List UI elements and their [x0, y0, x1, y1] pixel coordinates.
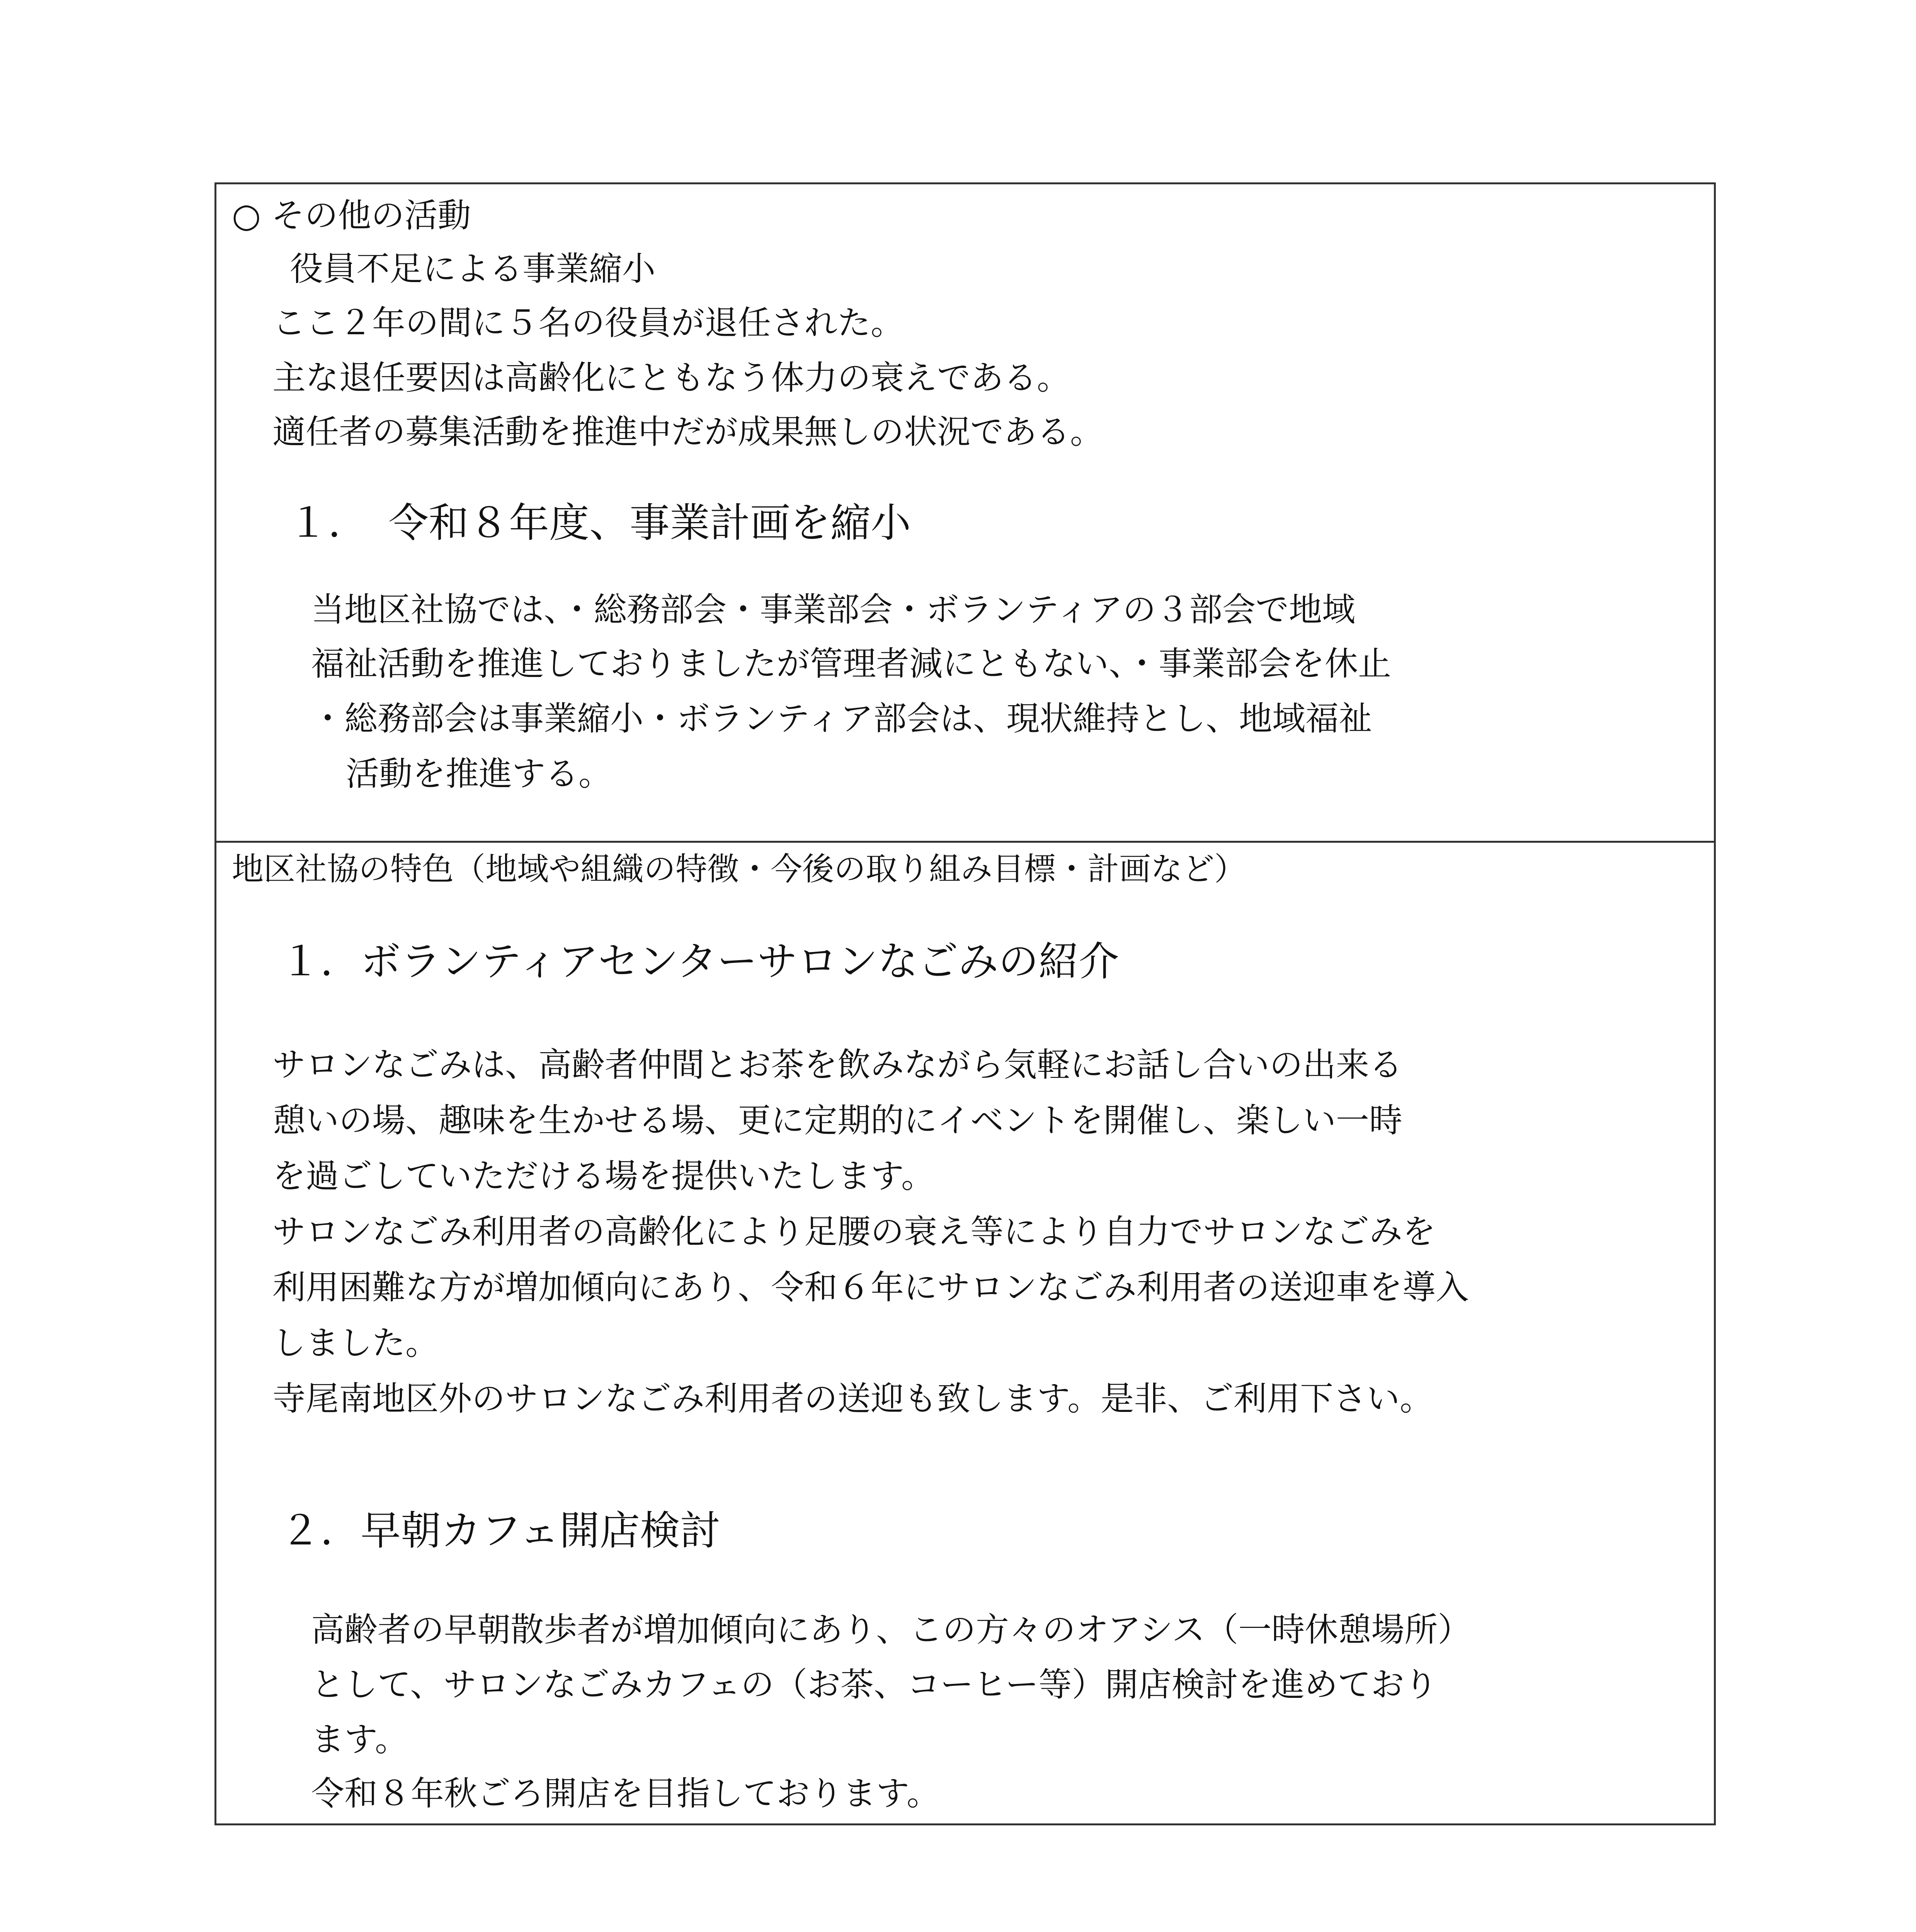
paragraph-line: 活動を推進する。 — [346, 755, 612, 793]
paragraph-line: サロンなごみ利用者の高齢化により足腰の衰え等により自力でサロンなごみを — [272, 1213, 1436, 1251]
paragraph-line: 福祉活動を推進しておりましたが管理者減にともない、・事業部会を休止 — [311, 645, 1391, 683]
paragraph-line: 高齢者の早朝散歩者が増加傾向にあり、この方々のオアシス（一時休憩場所） — [311, 1611, 1471, 1649]
paragraph-line: 適任者の募集活動を推進中だが成果無しの状況である。 — [272, 413, 1103, 451]
paragraph-line: ・総務部会は事業縮小・ボランティア部会は、現状維持とし、地域福祉 — [311, 699, 1372, 738]
paragraph-line: ます。 — [311, 1720, 408, 1759]
item-title: １．ボランティアセンターサロンなごみの紹介 — [280, 938, 1119, 985]
paragraph-line: サロンなごみは、高齢者仲間とお茶を飲みながら気軽にお話し合いの出来る — [272, 1046, 1402, 1084]
paragraph-line: 寺尾南地区外のサロンなごみ利用者の送迎も致します。是非、ご利用下さい。 — [272, 1379, 1433, 1418]
paragraph-line: 令和８年秋ごろ開店を目指しております。 — [311, 1774, 940, 1813]
document-table — [214, 182, 1716, 1825]
paragraph-line: しました。 — [272, 1324, 439, 1362]
paragraph-line: ここ２年の間に５名の役員が退任された。 — [272, 304, 904, 342]
paragraph-line: 当地区社協では、・総務部会・事業部会・ボランティアの３部会で地域 — [311, 590, 1356, 629]
paragraph-line: として、サロンなごみカフェの（お茶、コーヒー等）開店検討を進めており — [311, 1665, 1438, 1704]
paragraph-line: 主な退任要因は高齢化にともなう体力の衰えである。 — [272, 359, 1070, 397]
paragraph-line: 利用困難な方が増加傾向にあり、令和６年にサロンなごみ利用者の送迎車を導入 — [272, 1268, 1469, 1307]
other-activities-section — [216, 184, 1714, 843]
item-title: ２．早朝カフェ開店検討 — [280, 1507, 720, 1554]
paragraph-line: 憩いの場、趣味を生かせる場、更に定期的にイベントを開催し、楽しい一時 — [272, 1101, 1402, 1140]
subheading: 役員不足による事業縮小 — [290, 250, 655, 288]
item-title: １． 令和８年度、事業計画を縮小 — [288, 499, 911, 546]
features-section — [216, 843, 1714, 1823]
features-header: 地区社協の特色（地域や組織の特徴・今後の取り組み目標・計画など） — [232, 851, 1246, 888]
section-heading: ○ その他の活動 — [232, 196, 471, 235]
paragraph-line: を過ごしていただける場を提供いたします。 — [272, 1157, 935, 1196]
